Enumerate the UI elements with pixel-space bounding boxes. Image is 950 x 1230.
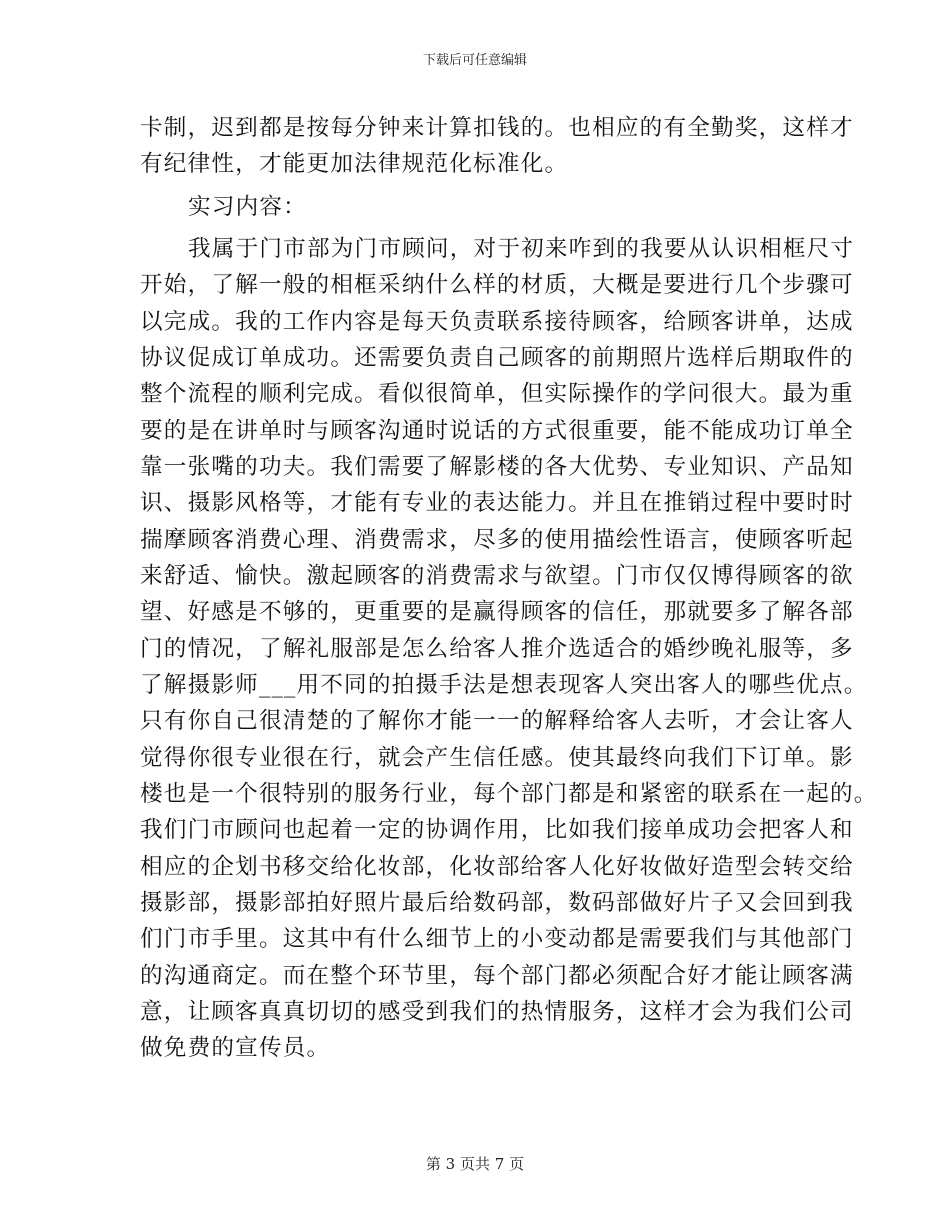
text-line: 摄影部，摄影部拍好照片最后给数码部，数码部做好片子又会回到我 [140,889,854,916]
text-line: 相应的企划书移交给化妆部，化妆部给客人化好妆做好造型会转交给 [140,853,854,880]
section-heading: 实习内容： [188,193,307,220]
text-line: 意，让顾客真真切切的感受到我们的热情服务，这样才会为我们公司 [140,998,854,1025]
text-line: 以完成。我的工作内容是每天负责联系接待顾客，给顾客讲单，达成 [140,308,854,335]
text-line: 门的情况，了解礼服部是怎么给客人推介选适合的婚纱晚礼服等，多 [140,635,854,662]
text-line: 揣摩顾客消费心理、消费需求，尽多的使用描绘性语言，使顾客听起 [140,526,854,553]
text-line: 我属于门市部为门市顾问，对于初来咋到的我要从认识相框尺寸 [188,235,855,262]
text-line: 要的是在讲单时与顾客沟通时说话的方式很重要，能不能成功订单全 [140,417,854,444]
text-line: 协议促成订单成功。还需要负责自己顾客的前期照片选样后期取件的 [140,344,854,371]
page-header: 下载后可任意编辑 [422,53,527,68]
text-line: 整个流程的顺利完成。看似很简单，但实际操作的学问很大。最为重 [140,381,854,408]
text-line: 卡制，迟到都是按每分钟来计算扣钱的。也相应的有全勤奖，这样才 [140,115,854,141]
paragraph-internship-content [140,231,878,1067]
text-line: 来舒适、愉快。激起顾客的消费需求与欲望。门市仅仅博得顾客的欲 [140,562,854,589]
text-line: 只有你自己很清楚的了解你才能一一的解释给客人去听，才会让客人 [140,708,854,735]
text-line: 开始，了解一般的相框采纳什么样的材质，大概是要进行几个步骤可 [140,272,854,299]
text-line: 望、好感是不够的，更重要的是赢得顾客的信任，那就要多了解各部 [140,599,854,626]
text-line: 了解摄影师___用不同的拍摄手法是想表现客人突出客人的哪些优点。 [140,671,868,698]
text-line: 我们门市顾问也起着一定的协调作用，比如我们接单成功会把客人和 [140,817,854,844]
text-line: 有纪律性，才能更加法律规范化标准化。 [140,151,569,178]
text-line: 识、摄影风格等，才能有专业的表达能力。并且在推销过程中要时时 [140,490,854,517]
text-line: 做免费的宣传员。 [140,1035,331,1062]
page-footer: 第 3 页共 7 页 [425,1155,525,1173]
text-line: 靠一张嘴的功夫。我们需要了解影楼的各大优势、专业知识、产品知 [140,453,854,480]
text-line: 的沟通商定。而在整个环节里，每个部门都必须配合好才能让顾客满 [140,962,854,989]
text-line: 楼也是一个很特别的服务行业，每个部门都是和紧密的联系在一起的。 [140,780,878,807]
text-line: 觉得你很专业很在行，就会产生信任感。使其最终向我们下订单。影 [140,744,854,771]
document-body [140,110,878,1067]
paragraph-continuation [140,110,854,183]
text-line: 们门市手里。这其中有什么细节上的小变动都是需要我们与其他部门 [140,926,854,953]
